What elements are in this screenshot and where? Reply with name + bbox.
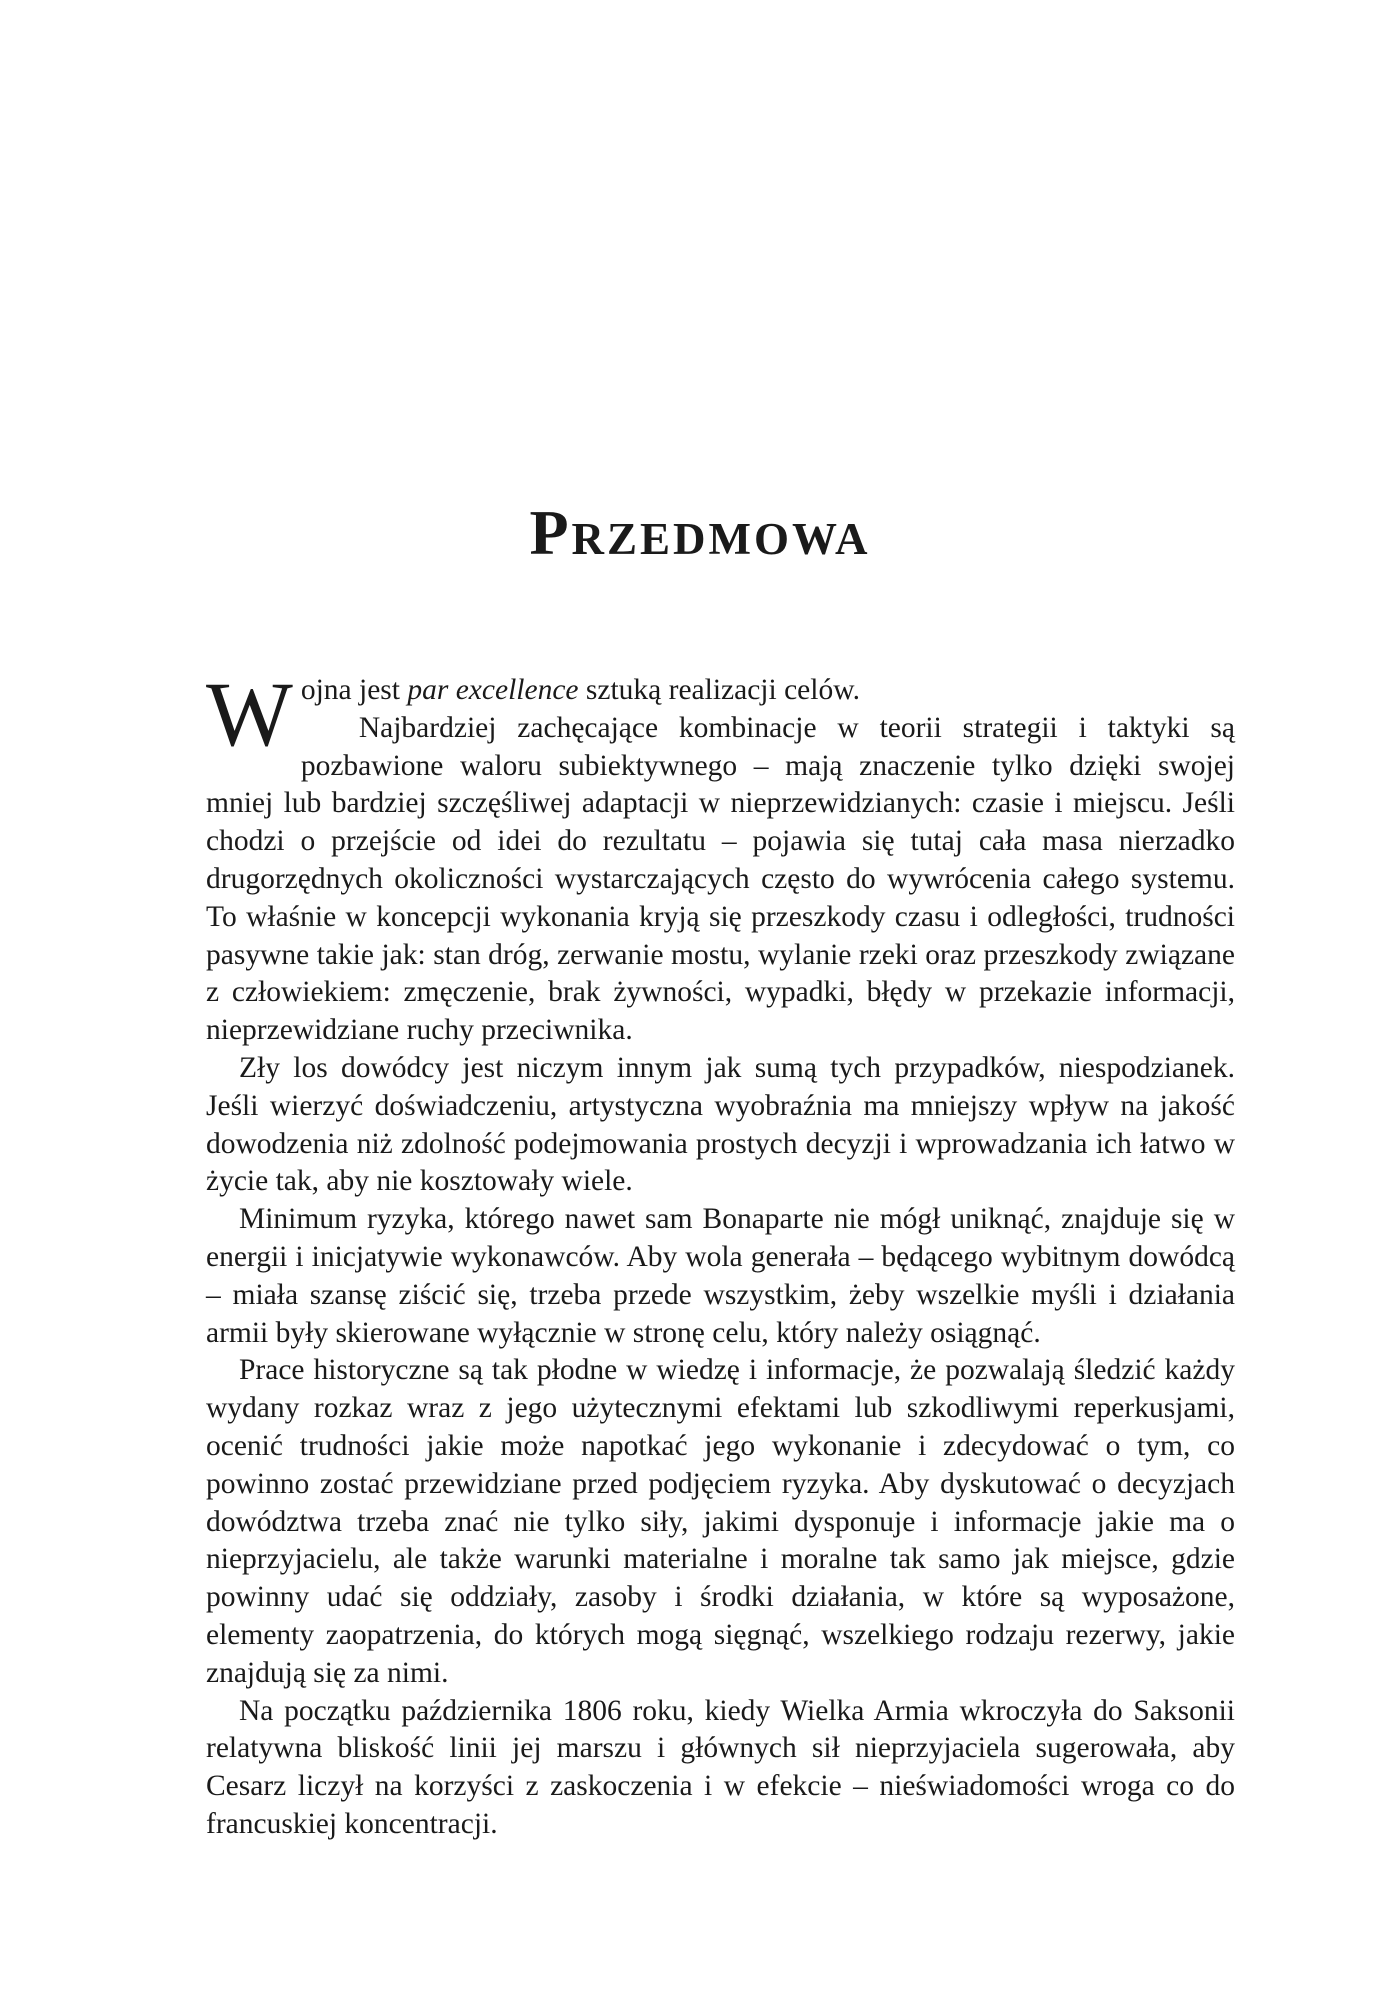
body-text xyxy=(206,663,1235,1844)
opening-line-italic: par excellence xyxy=(407,674,579,706)
drop-cap: W xyxy=(206,663,293,765)
paragraph-5: Na początku października 1806 roku, kiedy Wielka Armia wkroczyła do Saksonii relatywna bliskość linii jej marszu i głównych sił nieprzyjaciela sugerowała, aby Cesarz liczył na korzyści z zaskoczenia i w efekcie – nieświadomości wroga co do francuskiej koncentracji. xyxy=(206,1694,1235,1840)
opening-line-start: ojna jest xyxy=(300,674,408,706)
paragraph-1 xyxy=(206,663,1235,1050)
chapter-title: Przedmowa xyxy=(529,497,871,568)
opening-line-end: sztuką realizacji celów. xyxy=(578,674,860,706)
paragraph-3: Minimum ryzyka, którego nawet sam Bonaparte nie mógł uniknąć, znajduje się w energii i inicjatywie wykonawców. Aby wola generała – będącego wybitnym dowódcą – miała szansę ziścić się, trzeba przede wszystkim, żeby wszelkie myśli i działania armii były skierowane wyłącznie w stronę celu, który należy osiągnąć. xyxy=(206,1203,1235,1349)
paragraph-4: Prace historyczne są tak płodne w wiedzę i informacje, że pozwalają śledzić każdy wydany rozkaz wraz z jego użytecznymi efektami lub szkodliwymi reperkusjami, ocenić trudności jakie może napotkać jego wykonanie i zdecydować o tym, co powinno zostać przewidziane przed podjęciem ryzyka. Aby dyskutować o decyzjach dowództwa trzeba znać nie tylko siły, jakimi dysponuje i informacje jakie ma o nieprzyjacielu, ale także warunki materialne i moralne tak samo jak miejsce, gdzie powinny udać się oddziały, zasoby i środki działania, w które są wyposażone, elementy zaopatrzenia, do których mogą sięgnąć, wszelkiego rodzaju rezerwy, jakie znajdują się za nimi. xyxy=(206,1354,1235,1689)
paragraph-2: Zły los dowódcy jest niczym innym jak sumą tych przypadków, niespodzianek. Jeśli wierzyć doświadczeniu, artystyczna wyobraźnia ma mniejszy wpływ na jakość dowodzenia niż zdolność podejmowania prostych decyzji i wprowadzania ich łatwo w życie tak, aby nie kosztowały wiele. xyxy=(206,1051,1235,1198)
paragraph-1-text: Najbardziej zachęcające kombinacje w teorii strategii i taktyki są pozbawione waloru subiektywnego – mają znaczenie tylko dzięki swojej mniej lub bardziej szczęśliwej adaptacji w nieprzewidzianych: czasie i miejscu. Jeśli chodzi o przejście od idei do rezultatu – pojawia się tutaj cała masa nierzadko drugorzędnych okoliczności wystarczających często do wywrócenia całego systemu. To właśnie w koncepcji wykonania kryją się przeszkody czasu i odległości, trudności pasywne takie jak: stan dróg, zerwanie mostu, wylanie rzeki oraz przeszkody związane z człowiekiem: zmęczenie, brak żywności, wypadki, błędy w przekazie informacji, nieprzewidziane ruchy przeciwnika. xyxy=(206,711,1235,1047)
